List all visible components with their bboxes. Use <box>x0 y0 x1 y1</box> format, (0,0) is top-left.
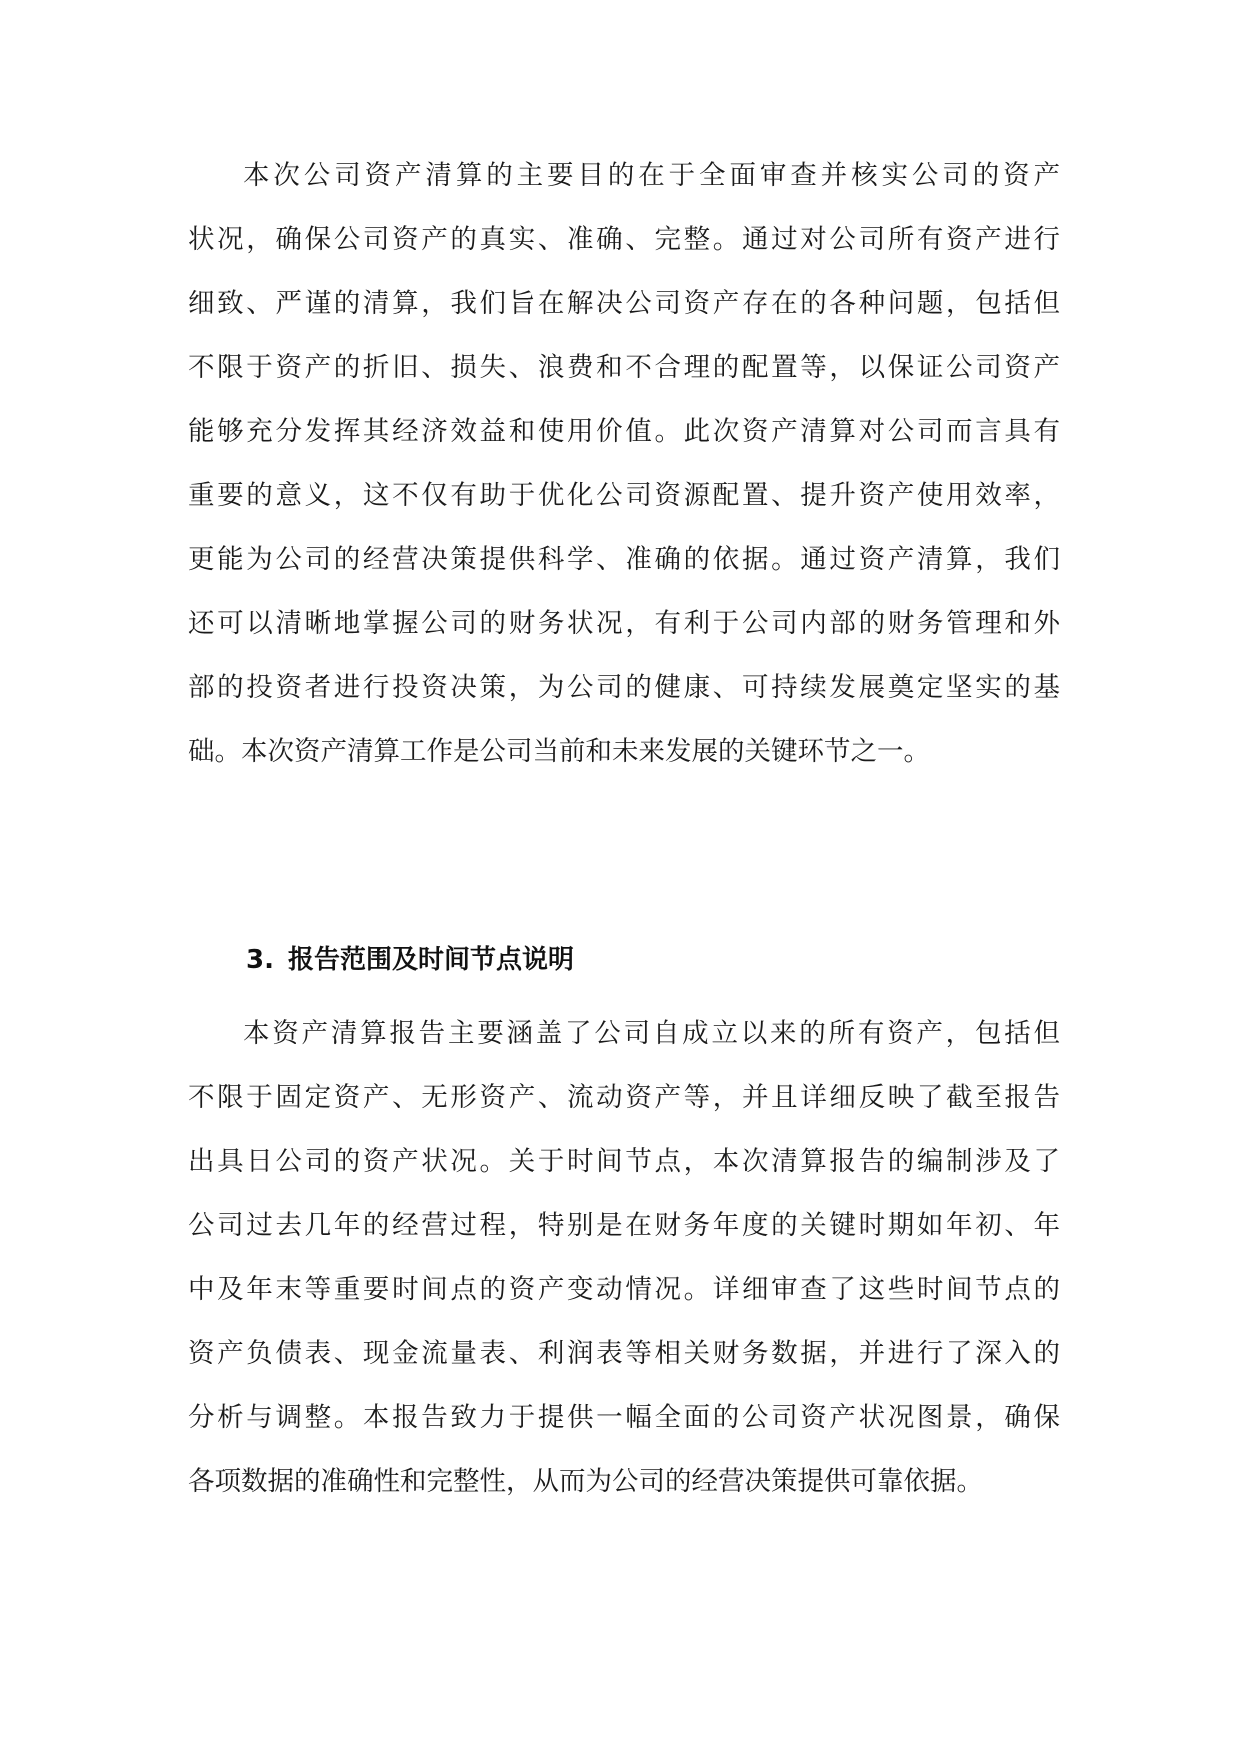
paragraph-line: 本次公司资产清算的主要目的在于全面审查并核实公司的资产 <box>243 160 1060 191</box>
paragraph-line: 还可以清晰地掌握公司的财务状况，有利于公司内部的财务管理和外 <box>188 608 1060 639</box>
paragraph-line: 出具日公司的资产状况。关于时间节点，本次清算报告的编制涉及了 <box>188 1146 1060 1177</box>
paragraph-line: 分析与调整。本报告致力于提供一幅全面的公司资产状况图景，确保 <box>188 1402 1060 1433</box>
paragraph-line: 重要的意义，这不仅有助于优化公司资源配置、提升资产使用效率， <box>188 480 1060 511</box>
paragraph-line: 中及年末等重要时间点的资产变动情况。详细审查了这些时间节点的 <box>188 1274 1060 1305</box>
paragraph-line: 础。本次资产清算工作是公司当前和未来发展的关键环节之一。 <box>188 736 930 767</box>
paragraph-line: 本资产清算报告主要涵盖了公司自成立以来的所有资产，包括但 <box>243 1018 1060 1049</box>
paragraph-line: 状况，确保公司资产的真实、准确、完整。通过对公司所有资产进行 <box>188 224 1060 255</box>
paragraph-line: 细致、严谨的清算，我们旨在解决公司资产存在的各种问题，包括但 <box>188 288 1060 319</box>
paragraph-line: 能够充分发挥其经济效益和使用价值。此次资产清算对公司而言具有 <box>188 416 1060 447</box>
section-heading <box>246 928 574 992</box>
paragraph-line: 资产负债表、现金流量表、利润表等相关财务数据，并进行了深入的 <box>188 1338 1060 1369</box>
paragraph-line: 更能为公司的经营决策提供科学、准确的依据。通过资产清算，我们 <box>188 544 1060 575</box>
paragraph-purpose <box>188 144 1060 784</box>
section-number: 3. <box>246 945 274 975</box>
paragraph-line: 各项数据的准确性和完整性，从而为公司的经营决策提供可靠依据。 <box>188 1466 983 1497</box>
paragraph-line: 不限于固定资产、无形资产、流动资产等，并且详细反映了截至报告 <box>188 1082 1060 1113</box>
paragraph-line: 不限于资产的折旧、损失、浪费和不合理的配置等，以保证公司资产 <box>188 352 1060 383</box>
paragraph-line: 部的投资者进行投资决策，为公司的健康、可持续发展奠定坚实的基 <box>188 672 1060 703</box>
paragraph-line: 公司过去几年的经营过程，特别是在财务年度的关键时期如年初、年 <box>188 1210 1060 1241</box>
paragraph-scope <box>188 1002 1060 1514</box>
section-title: 报告范围及时间节点说明 <box>287 945 574 975</box>
